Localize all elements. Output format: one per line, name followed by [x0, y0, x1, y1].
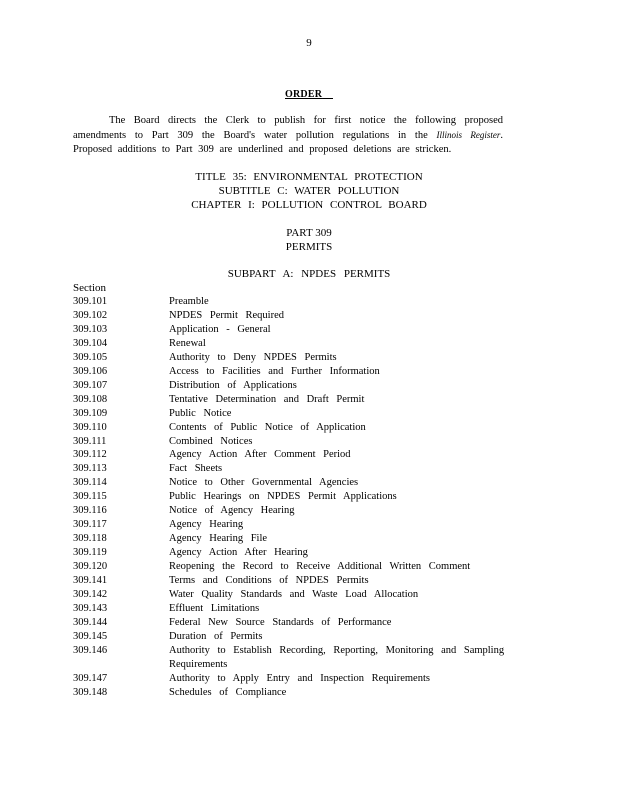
section-list — [73, 295, 533, 700]
section-title: Schedules of Compliance — [169, 686, 287, 698]
section-number: 309.113 — [73, 463, 107, 475]
section-number: 309.114 — [73, 477, 107, 489]
section-title: Authority to Apply Entry and Inspection Requirements — [169, 672, 430, 684]
part-heading: PART 309 — [286, 227, 332, 239]
section-number: 309.110 — [73, 421, 107, 433]
section-title: Access to Facilities and Further Information — [169, 365, 380, 377]
section-title: Water Quality Standards and Waste Load Allocation — [169, 589, 419, 601]
section-row — [73, 490, 533, 504]
section-title: Preamble — [169, 296, 209, 307]
section-row — [73, 393, 533, 407]
section-row — [73, 574, 533, 588]
section-title: Agency Hearing File — [169, 533, 268, 545]
section-title: Federal New Source Standards of Performance — [169, 616, 392, 628]
section-number: 309.120 — [73, 561, 108, 573]
section-number: 309.107 — [73, 379, 108, 391]
section-number: 309.144 — [73, 616, 108, 628]
section-title: Contents of Public Notice of Application — [169, 421, 366, 433]
part-name-heading: PERMITS — [285, 241, 333, 253]
section-row — [73, 476, 533, 490]
section-number: 309.109 — [73, 407, 108, 419]
page-number: 9 — [306, 37, 312, 49]
section-title: Renewal — [169, 337, 206, 349]
publication-name: Illinois Register — [436, 130, 501, 140]
section-row — [73, 560, 533, 574]
section-number: 309.108 — [73, 393, 108, 405]
title-block — [0, 170, 618, 212]
section-number: 309.119 — [73, 547, 107, 559]
section-number: 309.147 — [73, 672, 108, 684]
section-title: Tentative Determination and Draft Permit — [169, 393, 365, 405]
order-heading: ORDER — [285, 89, 323, 100]
section-number: 309.104 — [73, 337, 108, 349]
section-title: Application - General — [169, 323, 271, 335]
section-row — [73, 295, 533, 309]
section-row — [73, 448, 533, 462]
section-number: 309.111 — [73, 435, 107, 447]
section-number: 309.145 — [73, 630, 108, 642]
section-row — [73, 435, 533, 449]
part-block — [0, 226, 618, 254]
section-number: 309.103 — [73, 323, 108, 335]
section-row — [73, 546, 533, 560]
section-title: Distribution of Applications — [169, 379, 297, 391]
section-title: Reopening the Record to Receive Additional Written Comment — [169, 561, 471, 573]
section-row — [73, 672, 533, 686]
section-number: 309.141 — [73, 575, 108, 587]
section-row — [73, 337, 533, 351]
section-number: 309.102 — [73, 309, 108, 321]
section-title: Notice of Agency Hearing — [169, 505, 295, 517]
section-row — [73, 532, 533, 546]
section-title: Terms and Conditions of NPDES Permits — [169, 575, 369, 587]
section-row — [73, 504, 533, 518]
section-number: 309.106 — [73, 365, 108, 377]
section-title: NPDES Permit Required — [169, 309, 284, 321]
section-row — [73, 602, 533, 616]
section-title: Agency Hearing — [169, 519, 244, 531]
section-row — [73, 309, 533, 323]
section-number: 309.117 — [73, 519, 107, 531]
section-number: 309.118 — [73, 533, 107, 545]
section-number: 309.146 — [73, 644, 108, 656]
section-title: Notice to Other Governmental Agencies — [169, 477, 359, 489]
section-title: Public Notice — [169, 407, 232, 419]
section-row — [73, 644, 533, 672]
section-row — [73, 518, 533, 532]
section-title: Agency Action After Comment Period — [169, 449, 351, 461]
section-row — [73, 616, 533, 630]
section-title: Combined Notices — [169, 435, 253, 447]
section-row — [73, 365, 533, 379]
intro-paragraph — [73, 114, 503, 157]
section-title: Agency Action After Hearing — [169, 547, 308, 559]
intro-text-after: . Proposed additions to Part 309 are underlined and proposed deletions are stricken. — [73, 130, 503, 155]
section-row — [73, 462, 533, 476]
section-title: Effluent Limitations — [169, 602, 260, 614]
section-row — [73, 630, 533, 644]
section-row — [73, 323, 533, 337]
section-title: Authority to Deny NPDES Permits — [169, 351, 337, 363]
section-row — [73, 407, 533, 421]
section-row — [73, 379, 533, 393]
subtitle-heading: SUBTITLE C: WATER POLLUTION — [218, 185, 400, 197]
section-title: Duration of Permits — [169, 630, 263, 642]
section-number: 309.142 — [73, 589, 108, 601]
section-title: Fact Sheets — [169, 463, 223, 475]
section-row — [73, 686, 533, 700]
section-number: 309.101 — [73, 296, 108, 307]
section-number: 309.115 — [73, 491, 107, 503]
intro-text-before: The Board directs the Clerk to publish for first notice the following proposed amendments to Part 309 the Board's water pollution regulations in the — [73, 115, 503, 141]
section-title: Authority to Establish Recording, Reporting, Monitoring and Sampling Requirements — [169, 644, 505, 670]
section-column-label: Section — [73, 282, 106, 294]
section-number: 309.148 — [73, 686, 108, 698]
section-number: 309.143 — [73, 602, 108, 614]
title-heading: TITLE 35: ENVIRONMENTAL PROTECTION — [195, 171, 423, 183]
chapter-heading: CHAPTER I: POLLUTION CONTROL BOARD — [191, 199, 427, 211]
section-title: Public Hearings on NPDES Permit Applications — [169, 491, 397, 503]
section-row — [73, 588, 533, 602]
section-number: 309.116 — [73, 505, 107, 517]
subpart-heading: SUBPART A: NPDES PERMITS — [227, 268, 391, 280]
section-number: 309.105 — [73, 351, 108, 363]
section-row — [73, 351, 533, 365]
section-number: 309.112 — [73, 449, 107, 461]
section-row — [73, 421, 533, 435]
